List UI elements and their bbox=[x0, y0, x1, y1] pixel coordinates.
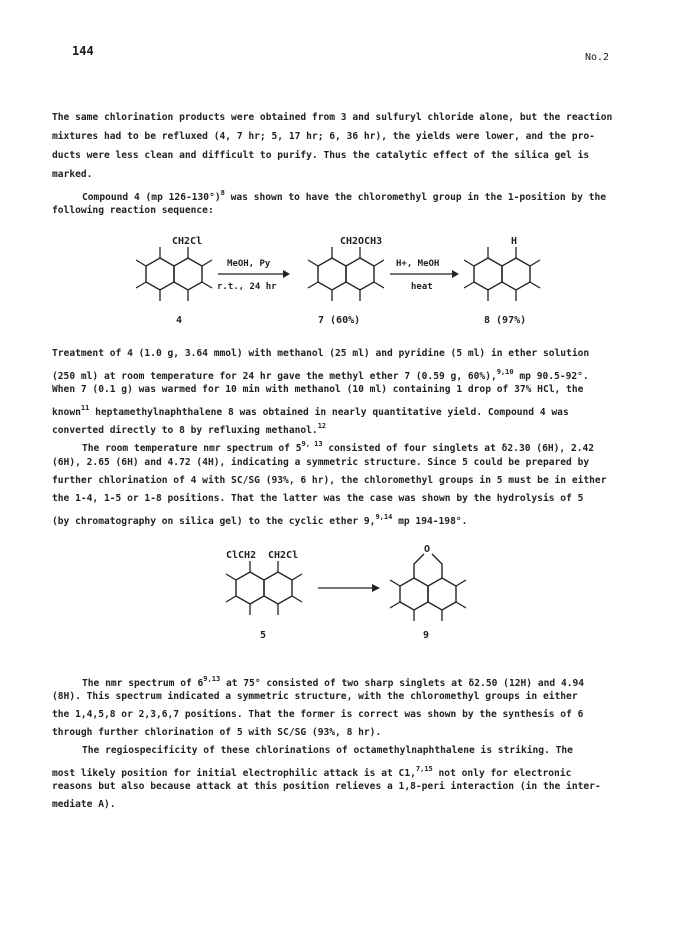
compound-label-7: 7 (60%) bbox=[318, 315, 361, 326]
para2-line1 bbox=[82, 187, 606, 204]
reference-superscript: 8 bbox=[220, 189, 225, 197]
reference-superscript: 9,10 bbox=[496, 368, 514, 376]
arrowhead-2 bbox=[452, 270, 459, 278]
para4-line2: (6H), 2.65 (6H) and 4.72 (4H), indicating a symmetric structure. Since 5 could be prepared by bbox=[52, 457, 590, 468]
para1-line4: marked. bbox=[52, 169, 93, 180]
para3-line3: When 7 (0.1 g) was warmed for 10 min with methanol (10 ml) containing 1 drop of 37% HCl, the bbox=[52, 384, 584, 395]
para6-line2-text: most likely position for initial electrophilic attack is at C1, bbox=[52, 768, 416, 779]
condition-2-top: H+, MeOH bbox=[396, 259, 440, 269]
arrowhead-3 bbox=[372, 584, 380, 592]
naphthalene-structure-7 bbox=[308, 247, 384, 301]
para1-line1: The same chlorination products were obtained from 3 and sulfuryl chloride alone, but the reaction bbox=[52, 112, 613, 123]
para4-line5-text: (by chromatography on silica gel) to the cyclic ether 9, bbox=[52, 516, 376, 527]
para3-line4 bbox=[52, 402, 569, 419]
reference-superscript: 11 bbox=[80, 404, 90, 412]
para4-line5-rest: mp 194-198°. bbox=[398, 516, 468, 527]
compound-label-9: 9 bbox=[423, 630, 430, 641]
para2-line1-rest: was shown to have the chloromethyl group in the 1-position by the bbox=[230, 192, 607, 203]
para5-line1-text: The nmr spectrum of 6 bbox=[82, 678, 204, 689]
para3-line5-text: converted directly to 8 by refluxing methanol. bbox=[52, 425, 318, 436]
condition-1-top: MeOH, Py bbox=[227, 259, 271, 269]
substituent-ch2och3: CH2OCH3 bbox=[340, 236, 383, 247]
para5-line1 bbox=[82, 673, 584, 690]
para5-line4: through further chlorination of 5 with SC/SG (93%, 8 hr). bbox=[52, 727, 382, 738]
para3-line2 bbox=[52, 366, 589, 383]
compound-label-5: 5 bbox=[260, 630, 267, 641]
reference-superscript: 12 bbox=[317, 422, 327, 430]
para3-line1: Treatment of 4 (1.0 g, 3.64 mmol) with methanol (25 ml) and pyridine (5 ml) in ether solution bbox=[52, 348, 590, 359]
para3-line4-text: known bbox=[52, 407, 81, 418]
para4-line4: the 1-4, 1-5 or 1-8 positions. That the latter was the case was shown by the hydrolysis of 5 bbox=[52, 493, 584, 504]
para1-line2: mixtures had to be refluxed (4, 7 hr; 5, 17 hr; 6, 36 hr), the yields were lower, and the pro- bbox=[52, 131, 595, 142]
cyclic-ether-structure-9 bbox=[390, 554, 466, 621]
para6-line2 bbox=[52, 763, 571, 780]
compound-label-8: 8 (97%) bbox=[484, 315, 527, 326]
condition-2-bottom: heat bbox=[411, 282, 433, 292]
para4-line5 bbox=[52, 511, 467, 528]
page-number: 144 bbox=[72, 44, 94, 58]
substituent-ch2cl: CH2Cl bbox=[268, 550, 299, 561]
para2-line2: following reaction sequence: bbox=[52, 205, 214, 216]
para6-line2-rest: not only for electronic bbox=[438, 768, 572, 779]
reaction-scheme-2 bbox=[0, 540, 680, 645]
para6-line4: mediate A). bbox=[52, 799, 116, 810]
reference-superscript: 9,13 bbox=[203, 675, 221, 683]
reference-superscript: 9, 13 bbox=[301, 440, 323, 448]
para3-line5 bbox=[52, 420, 326, 437]
para5-line3: the 1,4,5,8 or 2,3,6,7 positions. That the former is correct was shown by the synthesis of 6 bbox=[52, 709, 584, 720]
condition-1-bottom: r.t., 24 hr bbox=[217, 282, 277, 292]
para4-line3: further chlorination of 4 with SC/SG (93%, 6 hr), the chloromethyl groups in 5 must be in either bbox=[52, 475, 607, 486]
journal-issue: No.2 bbox=[585, 52, 610, 63]
substituent-h: H bbox=[511, 236, 518, 247]
para4-line1-rest: consisted of four singlets at δ2.30 (6H), 2.42 bbox=[328, 443, 595, 454]
reference-superscript: 7,15 bbox=[415, 765, 433, 773]
para6-line1: The regiospecificity of these chlorinations of octamethylnaphthalene is striking. The bbox=[82, 745, 573, 756]
naphthalene-structure-5 bbox=[226, 561, 302, 615]
reference-superscript: 9,14 bbox=[375, 513, 393, 521]
naphthalene-structure-4 bbox=[136, 247, 212, 301]
compound-label-4: 4 bbox=[176, 315, 183, 326]
para5-line2: (8H). This spectrum indicated a symmetric structure, with the chloromethyl groups in either bbox=[52, 691, 578, 702]
para5-line1-rest: at 75° consisted of two sharp singlets at δ2.50 (12H) and 4.94 bbox=[225, 678, 585, 689]
para4-line1-text: The room temperature nmr spectrum of 5 bbox=[82, 443, 302, 454]
naphthalene-structure-8 bbox=[464, 247, 540, 301]
substituent-ch2cl: CH2Cl bbox=[172, 236, 203, 247]
para1-line3: ducts were less clean and difficult to purify. Thus the catalytic effect of the silica gel is bbox=[52, 150, 590, 161]
para4-line1 bbox=[82, 438, 594, 455]
para6-line3: reasons but also because attack at this position relieves a 1,8-peri interaction (in the inter- bbox=[52, 781, 601, 792]
substituent-clch2: ClCH2 bbox=[226, 550, 257, 561]
reaction-scheme-1 bbox=[0, 233, 680, 353]
arrowhead-1 bbox=[283, 270, 290, 278]
ether-oxygen: O bbox=[424, 544, 431, 555]
para3-line2-text: (250 ml) at room temperature for 24 hr gave the methyl ether 7 (0.59 g, 60%), bbox=[52, 371, 497, 382]
para3-line4-rest: heptamethylnaphthalene 8 was obtained in nearly quantitative yield. Compound 4 was bbox=[95, 407, 569, 418]
para3-line2-rest: mp 90.5-92°. bbox=[519, 371, 589, 382]
para2-line1-text: Compound 4 (mp 126-130°) bbox=[82, 192, 221, 203]
